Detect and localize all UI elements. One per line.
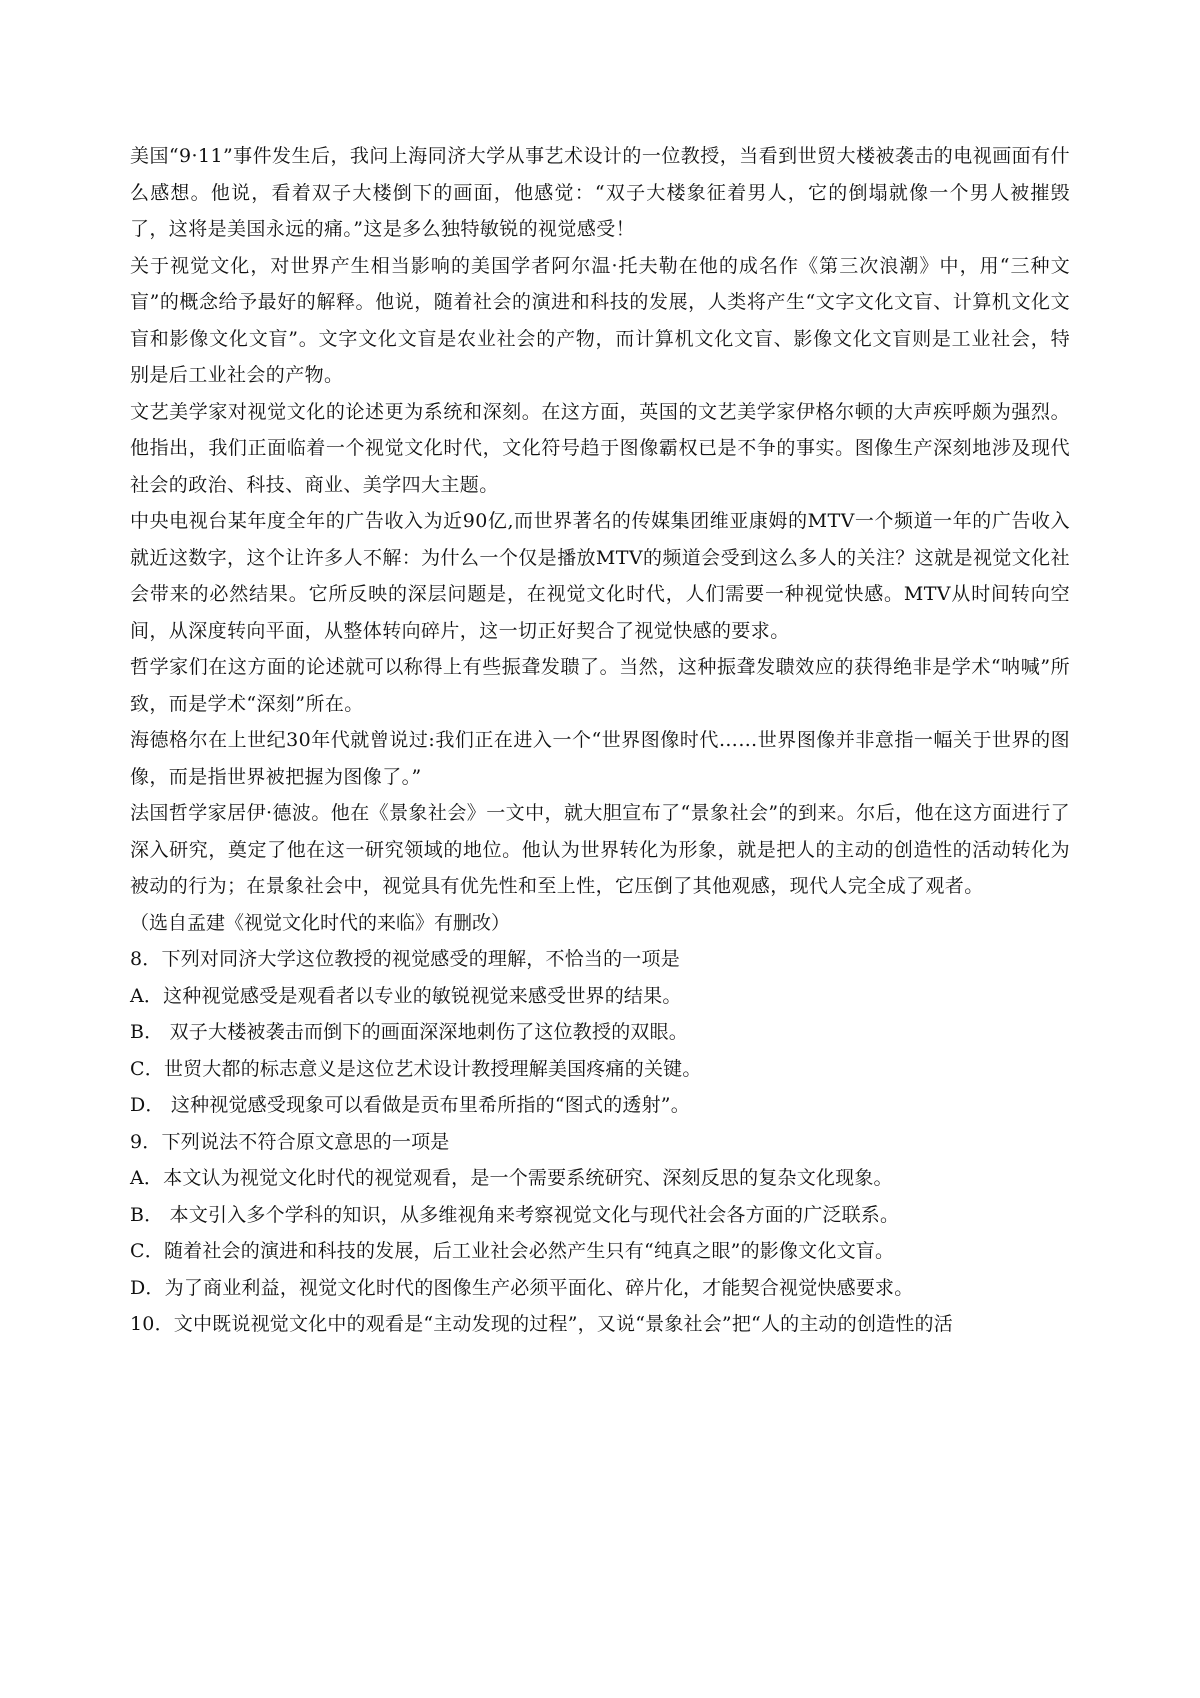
article-paragraph-5: 哲学家们在这方面的论述就可以称得上有些振聋发聩了。当然，这种振聋发聩效应的获得绝非是学术“呐喊”所致，而是学术“深刻”所在。 [130, 656, 1070, 715]
option-d: D． 这种视觉感受现象可以看做是贡布里希所指的“图式的透射”。 [130, 1094, 690, 1116]
question-stem: 10．文中既说视觉文化中的观看是“主动发现的过程”，又说“景象社会”把“人的主动的创造性的活 [130, 1313, 953, 1335]
article-paragraph-2: 关于视觉文化，对世界产生相当影响的美国学者阿尔温·托夫勒在他的成名作《第三次浪潮》中，用“三种文盲”的概念给予最好的解释。他说，随着社会的演进和科技的发展，人类将产生“文字文化文盲、计算机文化文盲和影像文化文盲”。文字文化文盲是农业社会的产物，而计算机文化文盲、影像文化文盲则是工业社会，特别是后工业社会的产物。 [130, 254, 1070, 386]
article-paragraph-6: 海德格尔在上世纪30年代就曾说过:我们正在进入一个“世界图像时代……世界图像并非意指一幅关于世界的图像，而是指世界被把握为图像了。” [130, 729, 1070, 788]
article-paragraph-4: 中央电视台某年度全年的广告收入为近90亿,而世界著名的传媒集团维亚康姆的MTV一个频道一年的广告收入就近这数字，这个让许多人不解：为什么一个仅是播放MTV的频道会受到这么多人的关注？这就是视觉文化社会带来的必然结果。它所反映的深层问题是，在视觉文化时代，人们需要一种视觉快感。MTV从时间转向空间，从深度转向平面，从整体转向碎片，这一切正好契合了视觉快感的要求。 [130, 510, 1070, 642]
option-b: B． 本文引入多个学科的知识，从多维视角来考察视觉文化与现代社会各方面的广泛联系。 [130, 1203, 900, 1226]
question-10 [130, 1306, 1070, 1343]
option-a: A．这种视觉感受是观看者以专业的敏锐视觉来感受世界的结果。 [130, 984, 682, 1007]
option-c: C．世贸大都的标志意义是这位艺术设计教授理解美国疼痛的关键。 [130, 1057, 702, 1080]
question-9 [130, 1124, 1070, 1307]
article-paragraph-3: 文艺美学家对视觉文化的论述更为系统和深刻。在这方面，英国的文艺美学家伊格尔顿的大声疾呼颇为强烈。他指出，我们正面临着一个视觉文化时代，文化符号趋于图像霸权已是不争的事实。图像生产深刻地涉及现代社会的政治、科技、商业、美学四大主题。 [130, 400, 1070, 496]
option-d: D．为了商业利益，视觉文化时代的图像生产必须平面化、碎片化，才能契合视觉快感要求。 [130, 1276, 914, 1299]
option-c: C．随着社会的演进和科技的发展，后工业社会必然产生只有“纯真之眼”的影像文化文盲。 [130, 1240, 895, 1262]
article-paragraph-7: 法国哲学家居伊·德波。他在《景象社会》一文中，就大胆宣布了“景象社会”的到来。尔后，他在这方面进行了深入研究，奠定了他在这一研究领域的地位。他认为世界转化为形象，就是把人的主动的创造性的活动转化为被动的行为；在景象社会中，视觉具有优先性和至上性，它压倒了其他观感，现代人完全成了观者。 [130, 802, 1070, 897]
document-page [130, 138, 1070, 1343]
option-a: A．本文认为视觉文化时代的视觉观看，是一个需要系统研究、深刻反思的复杂文化现象。 [130, 1167, 893, 1189]
article-paragraph-1: 美国“9·11”事件发生后，我问上海同济大学从事艺术设计的一位教授，当看到世贸大楼被袭击的电视画面有什么感想。他说，看着双子大楼倒下的画面，他感觉：“双子大楼象征着男人，它的倒塌就像一个男人被摧毁了，这将是美国永远的痛。”这是多么独特敏锐的视觉感受！ [130, 145, 1070, 240]
question-stem: 9．下列说法不符合原文意思的一项是 [130, 1130, 450, 1153]
article [130, 138, 1070, 941]
article-source: （选自孟建《视觉文化时代的来临》有删改） [130, 911, 511, 934]
question-stem: 8．下列对同济大学这位教授的视觉感受的理解，不恰当的一项是 [130, 948, 680, 970]
option-b: B． 双子大楼被袭击而倒下的画面深深地刺伤了这位教授的双眼。 [130, 1021, 689, 1043]
question-8 [130, 941, 1070, 1124]
